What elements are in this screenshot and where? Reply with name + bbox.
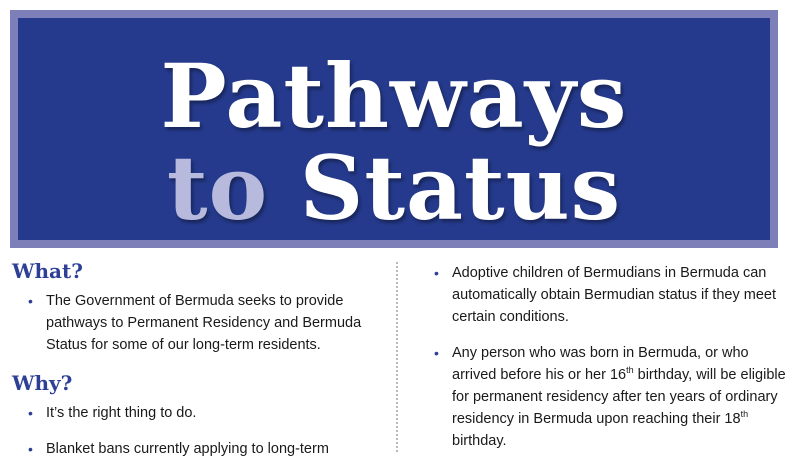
title-pathways: Pathways xyxy=(160,44,628,148)
why-list xyxy=(12,402,382,460)
title-banner-frame xyxy=(10,10,778,248)
right-item-text: Adoptive children of Bermudians in Bermuda can automatically obtain Bermudian status if they meet certain conditions. xyxy=(452,265,776,325)
why-item-text: Blanket bans currently applying to long-term xyxy=(46,441,329,457)
bullet-icon: • xyxy=(28,293,33,309)
why-item-text: It’s the right thing to do. xyxy=(46,405,197,421)
what-list xyxy=(12,290,382,356)
title-status: Status xyxy=(299,136,622,240)
right-item xyxy=(418,342,790,452)
bullet-icon: • xyxy=(28,405,33,421)
title-line-two xyxy=(18,138,770,238)
title-to: to xyxy=(166,136,269,240)
why-heading: Why? xyxy=(12,371,73,395)
bullet-icon: • xyxy=(434,345,439,361)
why-item xyxy=(12,438,382,460)
title-banner xyxy=(18,18,770,240)
right-column xyxy=(418,262,790,466)
bullet-icon: • xyxy=(28,441,33,457)
right-item-text: Any person who was born in Bermuda, or who arrived before his or her 16th birthday, will be eligible for permanent residency after ten years of ordinary residency in Bermuda upon reaching their 18th birthday. xyxy=(452,345,786,449)
left-column xyxy=(12,258,382,474)
right-list xyxy=(418,262,790,452)
why-item xyxy=(12,402,382,424)
right-item xyxy=(418,262,790,328)
column-divider xyxy=(396,262,398,452)
what-item-text: The Government of Bermuda seeks to provide pathways to Permanent Residency and Bermuda Status for some of our long-term residents. xyxy=(46,293,362,353)
what-item xyxy=(12,290,382,356)
what-heading: What? xyxy=(12,259,83,283)
bullet-icon: • xyxy=(434,265,439,281)
